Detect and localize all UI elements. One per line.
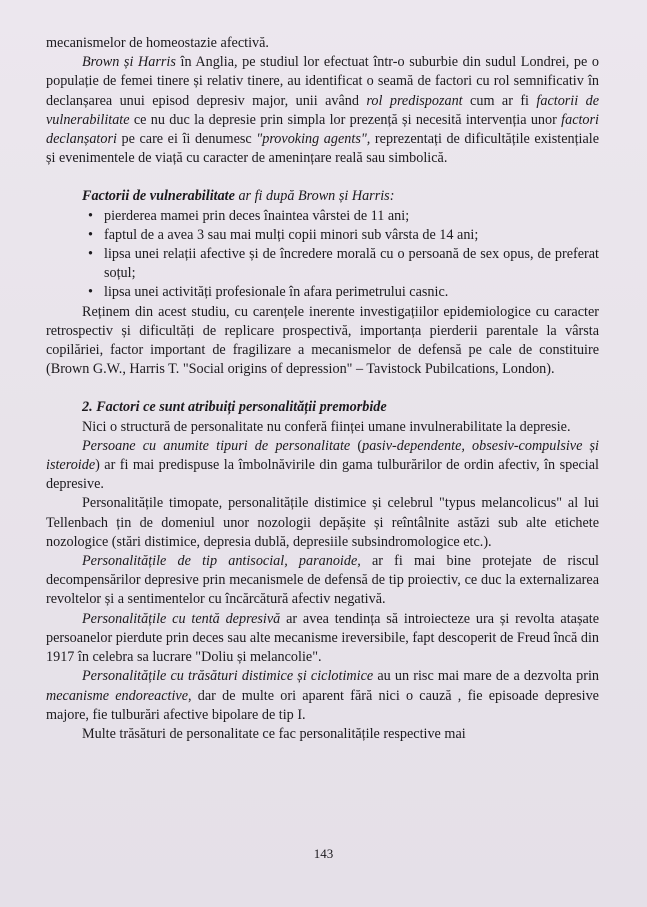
text-run: pe care ei îi denumesc bbox=[116, 131, 257, 148]
page-number: 143 bbox=[313, 846, 334, 861]
paragraph: Personalitățile timopate, personalitățile distimice și celebrul "typus melancolicus" al lui Tellenbach țin de domeniul unor nozologii depășite și reîntâlnite astăzi sub alte etichete nozologice (stări distimice, depresia dublă, depresiile subsindromologice etc.). bbox=[46, 495, 599, 550]
paragraph bbox=[46, 610, 599, 668]
term-italic: factorii de vulnerabilitate bbox=[46, 92, 599, 128]
vulnerability-list bbox=[46, 207, 599, 303]
term-italic: Persoane cu anumite tipuri de personalitate bbox=[82, 437, 351, 454]
text-run: ar avea tendința să introiecteze ura și revolta atașate persoanelor pierdute prin deces sau alte mecanisme ireversibile, fapt descoperit de Freud încă din 1917 în celebra sa lucrare "Doliu și melancolie". bbox=[46, 610, 599, 666]
subheading-title: Factorii de vulnerabilitate bbox=[82, 188, 235, 205]
text-run: în Anglia, pe studiul lor efectuat într-o suburbie din sudul Londrei, pe o populație de femei tinere și relativ tinere, au identificat o seamă de factori cu rol semnificativ în declanșarea unui episod depresiv major, unii având bbox=[46, 54, 599, 109]
authors-ref: Brown și Harris bbox=[297, 188, 390, 205]
spacer bbox=[46, 168, 599, 187]
paragraph-continuation: mecanismelor de homeostazie afectivă. bbox=[46, 35, 269, 51]
text-run: : bbox=[389, 188, 395, 205]
section-heading: 2. Factori ce sunt atribuiți personalității premorbide bbox=[82, 399, 387, 416]
list-item: • lipsa unei relații afective și de încredere morală cu o persoană de sex opus, de preferat soțul; bbox=[104, 245, 599, 283]
list-item: • pierderea mamei prin deces înaintea vârstei de 11 ani; bbox=[104, 207, 599, 226]
text-run: reprezentați de dificultățile existențiale și evenimentele de viață cu caracter de amenințare reală sau simbolică. bbox=[46, 131, 600, 167]
paragraph-retinem: Reținem din acest studiu, cu carențele inerente investigațiilor epidemiologice cu caracter retrospectiv și dificultăți de replicare prospectivă, importanța pierderii parentale la vârsta copilăriei, factor important de fragilizare a mecanismelor de defensă pe cale de constituire (Brown G.W., Harris T. "Social origins of depression" – Tavistock Pubilcations, London). bbox=[46, 303, 599, 378]
authors-ref: Brown și Harris bbox=[82, 54, 176, 71]
paragraph bbox=[46, 552, 599, 610]
term-italic: Personalitățile cu trăsături distimice și ciclotimice bbox=[82, 668, 374, 685]
term-italic: rol predispozant bbox=[366, 92, 463, 109]
term-italic: Personalitățile de tip antisocial, paranoide, bbox=[82, 553, 361, 570]
text-run: au un risc mai mare de a dezvolta prin bbox=[373, 668, 599, 685]
term-italic: Personalitățile cu tentă depresivă bbox=[82, 610, 281, 627]
term-italic: mecanisme endoreactive bbox=[46, 687, 188, 704]
list-item: • faptul de a avea 3 sau mai mulți copii minori sub vârsta de 14 ani; bbox=[104, 226, 599, 245]
term-italic: factori declanșatori bbox=[46, 111, 599, 148]
text-run: ce nu duc la depresie prin simpla lor prezență și necesită intervenția unor bbox=[129, 111, 562, 128]
list-item: • lipsa unei activități profesionale în afara perimetrului casnic. bbox=[104, 283, 599, 302]
text-run: cum ar fi bbox=[462, 92, 537, 109]
subheading-vulnerability bbox=[46, 187, 599, 206]
text-run: ar fi după bbox=[234, 188, 298, 205]
page-body bbox=[46, 34, 599, 744]
paragraph bbox=[46, 667, 599, 725]
term-italic: pasiv-dependente, obsesiv-compulsive și isteroide bbox=[46, 437, 599, 474]
text-run: ) ar fi mai predispuse la îmbolnăvirile din gama tulburărilor de ordin afectiv, în special depresive. bbox=[46, 457, 599, 493]
paragraph: Nici o structură de personalitate nu conferă ființei umane invulnerabilitate la depresie. bbox=[82, 418, 571, 435]
text-run: , dar de multe ori aparent fără nici o cauză , fie episoade depresive majore, fie tulburări afective bipolare de tip I. bbox=[46, 687, 599, 723]
text-run: ( bbox=[350, 437, 363, 454]
paragraph-brown-harris bbox=[46, 53, 599, 168]
text-run: ar fi mai bine protejate de riscul decompensărilor depresive prin mecanismele de defensă de tip proiectiv, ce duc la externalizarea revoltelor și a sentimentelor cu încărcătură afectiv negativă. bbox=[46, 553, 599, 608]
paragraph bbox=[46, 437, 599, 495]
spacer bbox=[46, 379, 599, 398]
term-italic: "provoking agents", bbox=[256, 131, 371, 148]
paragraph-last: Multe trăsături de personalitate ce fac personalitățile respective mai bbox=[82, 725, 466, 742]
